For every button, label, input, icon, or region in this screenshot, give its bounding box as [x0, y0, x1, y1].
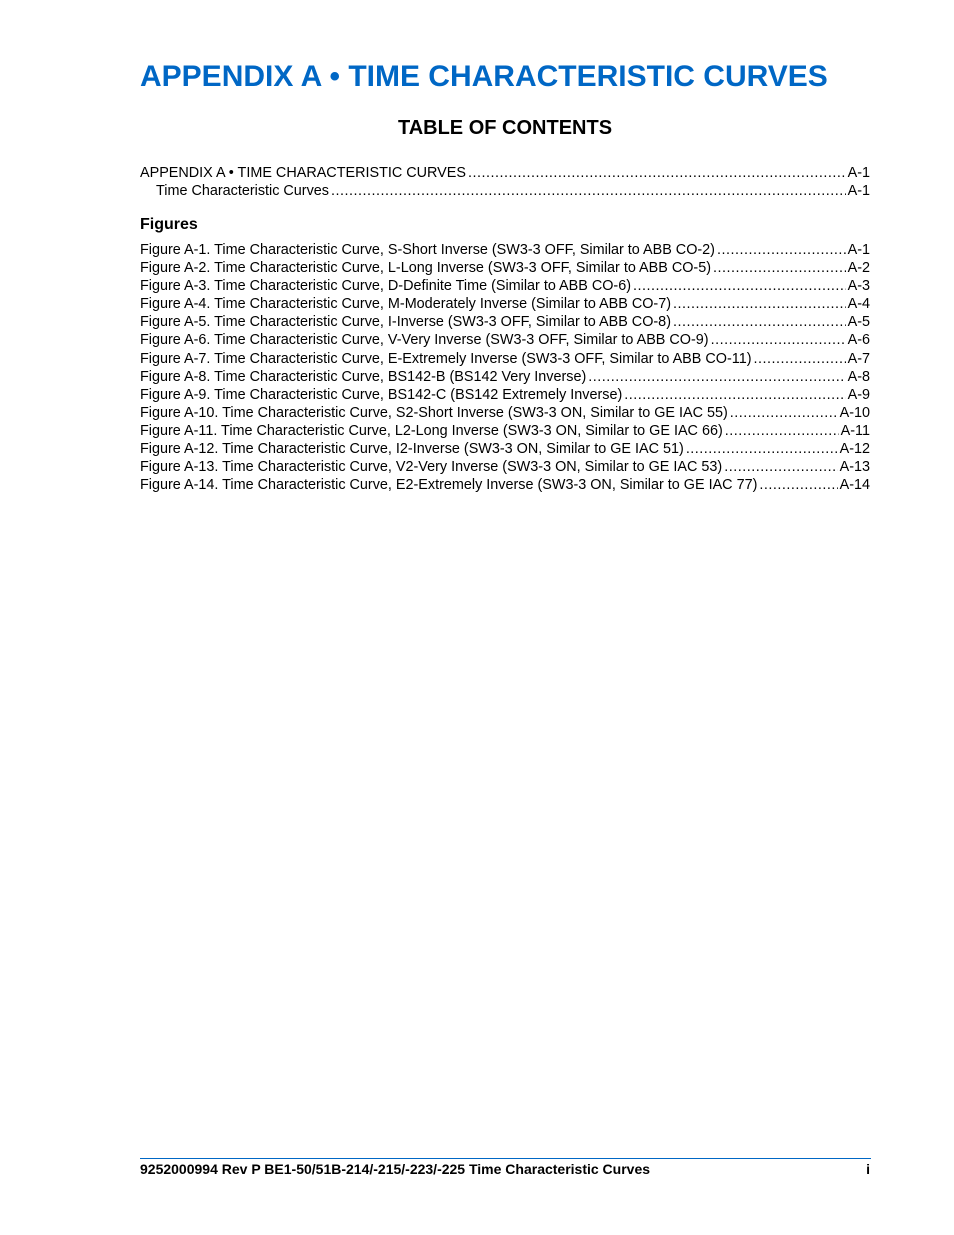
figures-list	[140, 241, 870, 494]
toc-heading: TABLE OF CONTENTS	[397, 117, 613, 139]
figure-entry[interactable]	[140, 295, 870, 313]
figure-entry-page: A-2	[847, 260, 870, 277]
toc-entry-page: A-1	[847, 165, 870, 181]
dot-leader	[711, 331, 846, 349]
figure-entry[interactable]	[140, 331, 870, 349]
toc-entry-text: APPENDIX A • TIME CHARACTERISTIC CURVES	[140, 165, 466, 181]
toc-list	[140, 164, 870, 200]
figure-entry-text: Figure A-7. Time Characteristic Curve, E-Extremely Inverse (SW3-3 OFF, Similar to ABB CO-11)	[140, 350, 752, 367]
toc-entry-text: Time Characteristic Curves	[156, 183, 329, 200]
dot-leader	[717, 241, 846, 259]
figure-entry[interactable]	[140, 313, 870, 331]
footer-page-number: i	[866, 1161, 870, 1177]
figure-entry-text: Figure A-10. Time Characteristic Curve, S2-Short Inverse (SW3-3 ON, Similar to GE IAC 55)	[140, 404, 728, 421]
figure-entry-text: Figure A-5. Time Characteristic Curve, I-Inverse (SW3-3 OFF, Similar to ABB CO-8)	[140, 314, 671, 331]
figure-entry[interactable]	[140, 422, 870, 440]
figure-entry-text: Figure A-11. Time Characteristic Curve, L2-Long Inverse (SW3-3 ON, Similar to GE IAC 66)	[140, 422, 723, 439]
figure-entry-page: A-4	[847, 296, 870, 313]
footer-doc-info: 9252000994 Rev P BE1-50/51B-214/-215/-223/-225 Time Characteristic Curves	[140, 1161, 651, 1177]
dot-leader	[673, 295, 846, 313]
figure-entry-text: Figure A-8. Time Characteristic Curve, BS142-B (BS142 Very Inverse)	[140, 368, 587, 385]
dot-leader	[673, 313, 846, 331]
figure-entry-text: Figure A-4. Time Characteristic Curve, M-Moderately Inverse (Similar to ABB CO-7)	[140, 296, 672, 313]
figure-entry-text: Figure A-1. Time Characteristic Curve, S-Short Inverse (SW3-3 OFF, Similar to ABB CO-2)	[140, 242, 715, 258]
figure-entry[interactable]	[140, 440, 870, 458]
figure-entry[interactable]	[140, 350, 870, 368]
figure-entry-page: A-3	[847, 278, 870, 295]
figure-entry[interactable]	[140, 241, 870, 259]
figure-entry[interactable]	[140, 368, 870, 386]
figure-entry[interactable]	[140, 277, 870, 295]
footer-divider	[140, 1158, 871, 1159]
figure-entry-page: A-7	[847, 350, 870, 367]
figure-entry-text: Figure A-6. Time Characteristic Curve, V-Very Inverse (SW3-3 OFF, Similar to ABB CO-9)	[140, 332, 709, 349]
dot-leader	[713, 259, 846, 277]
figure-entry-text: Figure A-14. Time Characteristic Curve, E2-Extremely Inverse (SW3-3 ON, Similar to GE IAC 77)	[140, 477, 758, 494]
figure-entry-page: A-11	[840, 422, 870, 439]
figure-entry-text: Figure A-2. Time Characteristic Curve, L-Long Inverse (SW3-3 OFF, Similar to ABB CO-5)	[140, 260, 711, 277]
figure-entry-page: A-14	[839, 477, 870, 494]
dot-leader	[725, 422, 839, 440]
figure-entry-page: A-1	[847, 242, 870, 258]
figure-entry-page: A-13	[839, 459, 870, 476]
figure-entry[interactable]	[140, 404, 870, 422]
dot-leader	[724, 458, 837, 476]
figures-heading: Figures	[140, 216, 198, 233]
toc-entry-section[interactable]	[140, 182, 870, 200]
toc-entry-appendix[interactable]	[140, 164, 870, 182]
figure-entry-page: A-9	[847, 386, 870, 403]
appendix-title: APPENDIX A • TIME CHARACTERISTIC CURVES	[140, 60, 828, 93]
figure-entry[interactable]	[140, 386, 870, 404]
figure-entry[interactable]	[140, 259, 870, 277]
figure-entry-page: A-12	[839, 441, 870, 458]
page-footer	[140, 1160, 870, 1178]
figure-entry[interactable]	[140, 476, 870, 494]
figure-entry-page: A-10	[839, 404, 870, 421]
figure-entry-text: Figure A-13. Time Characteristic Curve, V2-Very Inverse (SW3-3 ON, Similar to GE IAC 53)	[140, 459, 723, 476]
dot-leader	[730, 404, 838, 422]
figure-entry-page: A-8	[847, 368, 870, 385]
dot-leader	[633, 277, 846, 295]
dot-leader	[588, 368, 845, 386]
figure-entry[interactable]	[140, 458, 870, 476]
dot-leader	[754, 350, 846, 368]
toc-entry-page: A-1	[847, 183, 870, 200]
dot-leader	[468, 164, 846, 182]
dot-leader	[331, 182, 846, 200]
figure-entry-text: Figure A-9. Time Characteristic Curve, BS142-C (BS142 Extremely Inverse)	[140, 386, 623, 403]
dot-leader	[624, 386, 845, 404]
figure-entry-text: Figure A-3. Time Characteristic Curve, D-Definite Time (Similar to ABB CO-6)	[140, 278, 632, 295]
figure-entry-text: Figure A-12. Time Characteristic Curve, I2-Inverse (SW3-3 ON, Similar to GE IAC 51)	[140, 441, 684, 458]
figure-entry-page: A-5	[847, 314, 870, 331]
dot-leader	[759, 476, 837, 494]
dot-leader	[686, 440, 838, 458]
figure-entry-page: A-6	[847, 332, 870, 349]
